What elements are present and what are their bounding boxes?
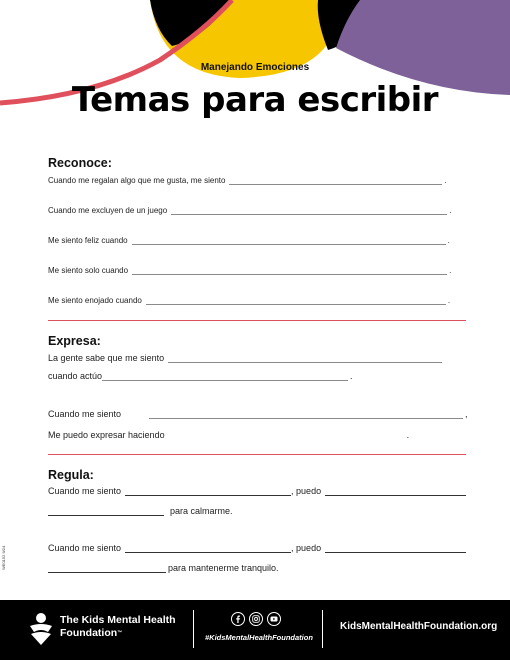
instagram-icon[interactable] <box>249 612 263 626</box>
answer-line[interactable] <box>48 564 166 573</box>
page-subtitle: Manejando Emociones <box>200 62 310 73</box>
answer-line[interactable] <box>125 487 291 496</box>
prompt-row <box>48 543 466 553</box>
prompt-row: Cuando me regalan algo que me gusta, me siento . <box>48 176 447 185</box>
section-heading-reconoce: Reconoce: <box>48 156 112 170</box>
answer-line[interactable] <box>48 507 164 516</box>
prompt-label: La gente sabe que me siento <box>48 353 165 363</box>
answer-line[interactable] <box>325 544 466 553</box>
prompt-label: , puedo <box>291 543 322 553</box>
footer <box>0 600 510 660</box>
section-divider <box>48 320 466 321</box>
social-links <box>231 612 281 626</box>
section-heading-expresa: Expresa: <box>48 334 101 348</box>
answer-line[interactable] <box>132 236 446 245</box>
answer-line[interactable] <box>325 487 466 496</box>
answer-line[interactable] <box>146 296 446 305</box>
prompt-row: Me siento solo cuando . <box>48 266 452 275</box>
prompt-row: Cuando me siento , <box>48 409 468 419</box>
footer-separator <box>322 610 323 648</box>
prompt-label: Cuando me excluyen de un juego <box>48 206 168 215</box>
prompt-row <box>48 353 442 363</box>
youtube-icon[interactable] <box>267 612 281 626</box>
answer-line[interactable] <box>125 544 291 553</box>
prompt-row: cuando actúo . <box>48 371 353 381</box>
prompt-label: Me siento solo cuando <box>48 266 129 275</box>
answer-line[interactable] <box>229 176 442 185</box>
document-code: WE0152 9/24 <box>1 545 6 570</box>
prompt-row: Me puedo expresar haciendo . <box>48 430 410 440</box>
footer-hashtag: #KidsMentalHealthFoundation <box>205 633 313 642</box>
answer-line[interactable] <box>132 266 447 275</box>
website-link[interactable]: KidsMentalHealthFoundation.org <box>340 621 498 632</box>
prompt-label: cuando actúo <box>48 371 103 381</box>
prompt-label: , puedo <box>291 486 322 496</box>
prompt-row: Me siento feliz cuando . <box>48 236 450 245</box>
prompt-label: Me puedo expresar haciendo <box>48 430 165 440</box>
prompt-label: Me siento feliz cuando <box>48 236 128 245</box>
prompt-label: para mantenerme tranquilo. <box>168 563 279 573</box>
answer-line[interactable] <box>171 206 447 215</box>
prompt-label: Cuando me regalan algo que me gusta, me siento <box>48 176 226 185</box>
answer-line[interactable] <box>102 372 348 381</box>
prompt-label: Cuando me siento <box>48 409 122 419</box>
section-heading-regula: Regula: <box>48 468 94 482</box>
prompt-row <box>48 563 279 573</box>
foundation-logo-icon <box>28 612 54 646</box>
prompt-label: Me siento enojado cuando <box>48 296 142 305</box>
prompt-label: Cuando me siento <box>48 543 122 553</box>
prompt-row <box>48 506 233 516</box>
footer-separator <box>193 610 194 648</box>
prompt-label: Cuando me siento <box>48 486 122 496</box>
prompt-row: Me siento enojado cuando . <box>48 296 451 305</box>
prompt-row <box>48 486 466 496</box>
foundation-name: The Kids Mental Health Foundation™ <box>60 614 176 639</box>
page-title: Temas para escribir <box>71 80 439 120</box>
facebook-icon[interactable] <box>231 612 245 626</box>
answer-line[interactable] <box>168 354 442 363</box>
answer-line[interactable] <box>149 410 463 419</box>
section-divider <box>48 454 466 455</box>
prompt-label: para calmarme. <box>170 506 233 516</box>
prompt-row: Cuando me excluyen de un juego . <box>48 206 452 215</box>
